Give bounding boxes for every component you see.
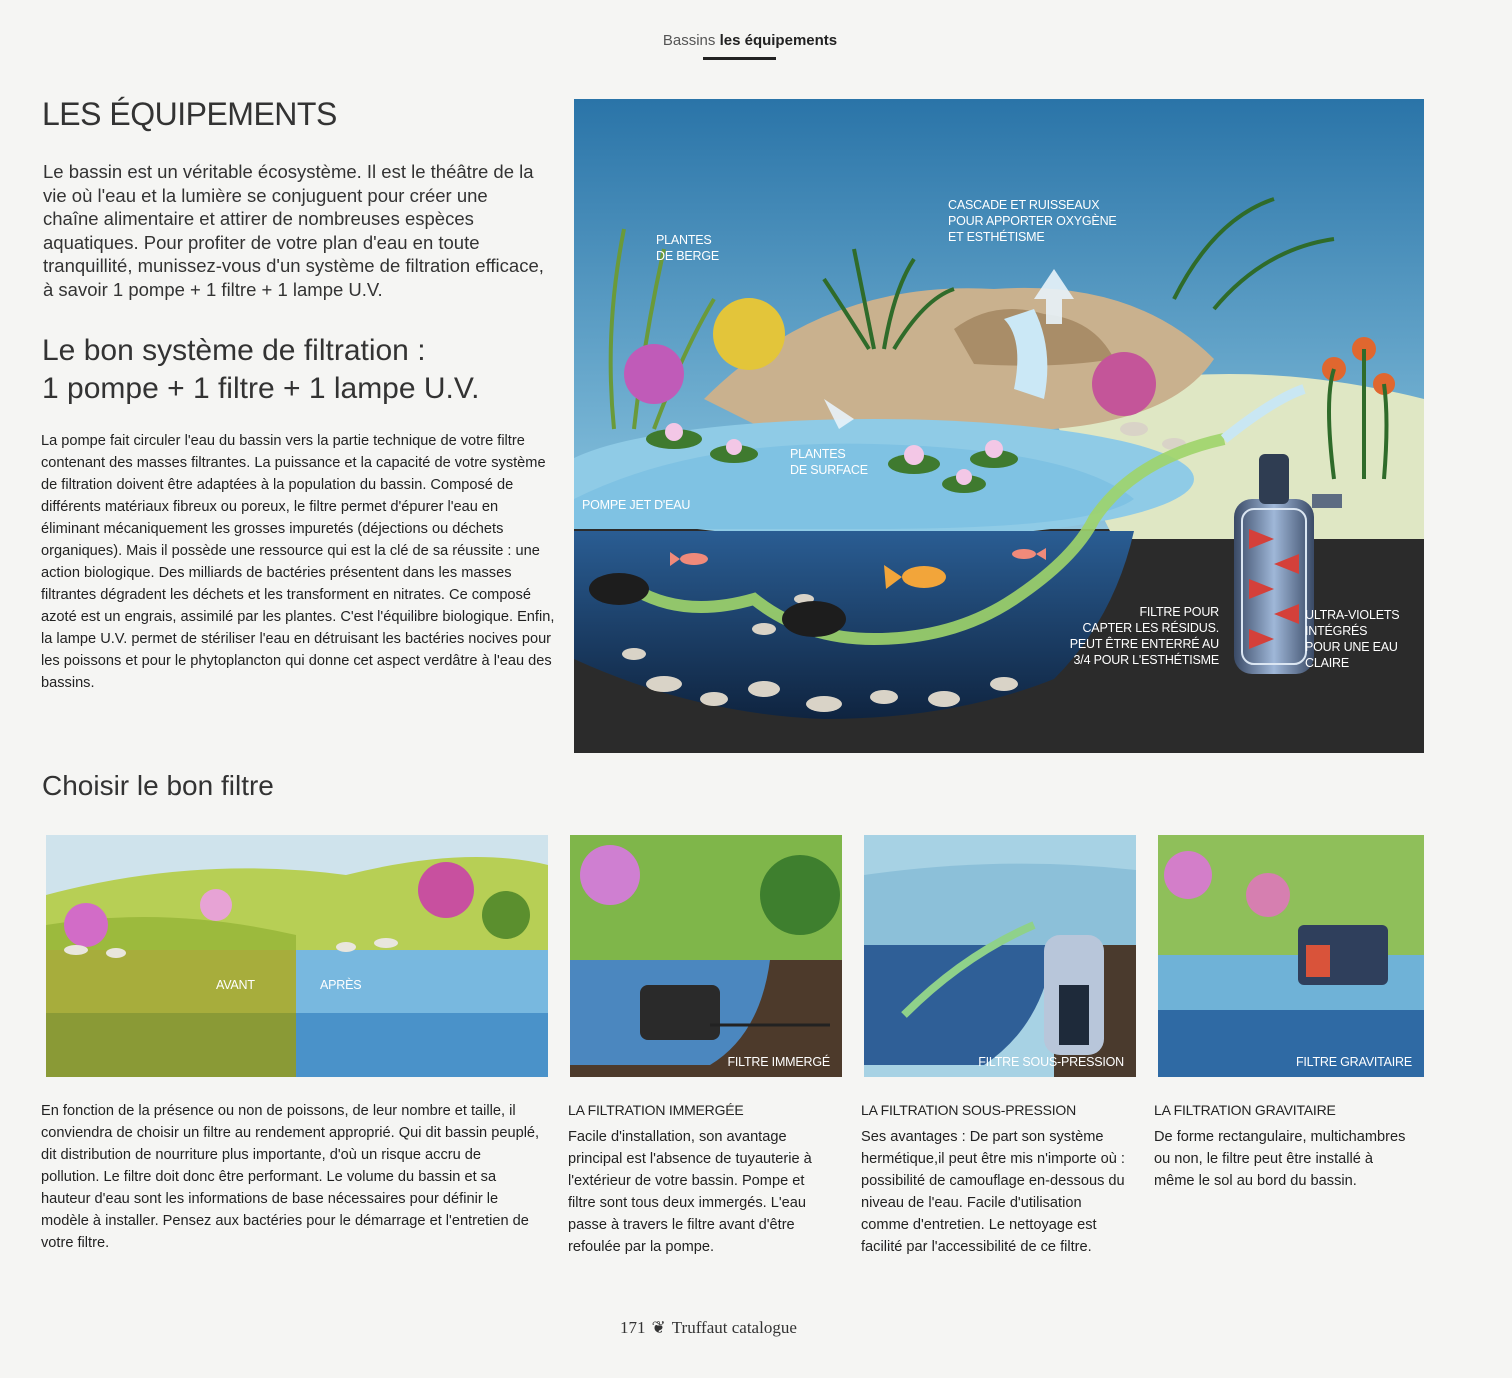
page-number: 171	[620, 1318, 646, 1337]
filtration-heading-line1: Le bon système de filtration :	[42, 334, 426, 367]
page-footer	[620, 1318, 880, 1338]
leaf-logo-icon: ❦	[651, 1318, 666, 1337]
immersed-paragraph: Facile d'installation, son avantage principal est l'absence de tuyauterie à l'extérieur de votre bassin. Pompe et filtre sont tous deux immergés. L'eau passe à travers le filtre avant d'être refoulée par la pompe.	[568, 1129, 812, 1255]
gravity-filter-illustration	[1158, 835, 1424, 1077]
immersed-filter-drawing	[570, 835, 842, 1077]
pressure-title: LA FILTRATION SOUS-PRESSION	[861, 1102, 1077, 1118]
label-cascade-l2: POUR APPORTER OXYGÈNE	[948, 214, 1117, 228]
label-filtre-l2: CAPTER LES RÉSIDUS.	[1082, 621, 1219, 635]
label-pompe: POMPE JET D'EAU	[582, 498, 691, 512]
label-plantes-berge	[656, 232, 719, 264]
breadcrumb	[600, 32, 900, 49]
gravity-title: LA FILTRATION GRAVITAIRE	[1154, 1102, 1336, 1118]
gravity-filter-drawing	[1158, 835, 1424, 1077]
intro-paragraph: Le bassin est un véritable écosystème. Il est le théâtre de la vie où l'eau et la lumière se conjuguent pour créer une chaîne alimentaire et attirer de nombreuses espèces aquatiques. Pour profiter de votre plan d'eau en toute tranquillité, munissez-vous d'un système de filtration efficace, à savoir 1 pompe + 1 filtre + 1 lampe U.V.	[43, 161, 544, 300]
label-plantes-surface-l2: DE SURFACE	[790, 463, 868, 477]
filtration-heading-line2: 1 pompe + 1 filtre + 1 lampe U.V.	[42, 372, 480, 405]
caption-gravity: FILTRE GRAVITAIRE	[1295, 1055, 1412, 1069]
pond-filtration-diagram	[574, 99, 1424, 753]
immersed-filter-illustration	[570, 835, 842, 1077]
gravity-paragraph: De forme rectangulaire, multichambres ou non, le filtre peut être installé à même le sol au bord du bassin.	[1154, 1129, 1406, 1189]
label-uv-l1: ULTRA-VIOLETS	[1305, 608, 1400, 622]
pressure-filter-drawing	[864, 835, 1136, 1077]
immersed-title: LA FILTRATION IMMERGÉE	[568, 1102, 744, 1118]
label-plantes-berge-l1: PLANTES	[656, 233, 712, 247]
label-cascade-l3: ET ESTHÉTISME	[948, 230, 1045, 244]
label-filtre	[1064, 604, 1219, 668]
label-plantes-berge-l2: DE BERGE	[656, 249, 719, 263]
label-uv-l3: POUR UNE EAU	[1305, 640, 1398, 654]
before-after-illustration	[46, 835, 548, 1077]
before-after-drawing	[46, 835, 548, 1077]
label-uv-l2: INTÉGRÉS	[1305, 624, 1368, 638]
label-filtre-l3: PEUT ÊTRE ENTERRÉ AU	[1069, 637, 1219, 651]
label-avant: AVANT	[216, 978, 255, 992]
label-apres: APRÈS	[320, 978, 362, 992]
label-cascade-l1: CASCADE ET RUISSEAUX	[948, 198, 1100, 212]
breadcrumb-current: les équipements	[719, 32, 838, 49]
label-uv	[1305, 607, 1399, 671]
label-filtre-l4: 3/4 POUR L'ESTHÉTISME	[1073, 653, 1219, 667]
caption-pressure: FILTRE SOUS-PRESSION	[978, 1055, 1124, 1069]
pressure-filter-illustration	[864, 835, 1136, 1077]
filtration-heading	[42, 332, 562, 408]
breadcrumb-underline	[703, 57, 776, 60]
filtration-paragraph: La pompe fait circuler l'eau du bassin vers la partie technique de votre filtre contenant des masses filtrantes. La puissance et la capacité de votre système de filtration doivent être adaptées à la population du bassin. Composé de différents matériaux fibreux ou poreux, le filtre permet d'épurer l'eau en éliminant mécaniquement les grosses impuretés (déjections ou déchets organiques). Mais il possède une ressource qui est la clé de sa réussite : une action biologique. Des milliards de bactéries présentent dans les masses filtrantes dégradent les déchets et les transforment en nitrates. Ce composé azoté est un engrais, assimilé par les plantes. C'est l'équilibre biologique. Enfin, la lampe U.V. permet de stériliser l'eau en détruisant les bactéries nocives pour les poissons et pour le phytoplancton qui donne cet aspect verdâtre à l'eau des bassins.	[41, 433, 555, 691]
label-uv-l4: CLAIRE	[1305, 656, 1349, 670]
pressure-paragraph: Ses avantages : De part son système hermétique,il peut être mis n'importe où : possibilité de camouflage en-dessous du niveau de l'eau. Facile d'utilisation comme d'entretien. Le nettoyage est facilité par l'accessibilité de ce filtre.	[861, 1129, 1125, 1255]
choose-heading: Choisir le bon filtre	[42, 770, 274, 801]
label-plantes-surface	[790, 446, 868, 478]
label-cascade	[948, 197, 1117, 245]
caption-immersed: FILTRE IMMERGÉ	[727, 1055, 830, 1069]
label-filtre-l1: FILTRE POUR	[1139, 605, 1219, 619]
label-plantes-surface-l1: PLANTES	[790, 447, 846, 461]
page-title: LES ÉQUIPEMENTS	[42, 96, 337, 132]
choose-paragraph: En fonction de la présence ou non de poissons, de leur nombre et taille, il conviendra de choisir un filtre au rendement approprié. Qui dit bassin peuplé, dit distribution de nourriture plus importante, d'où un risque accru de pollution. Le filtre doit donc être performant. Le volume du bassin et sa hauteur d'eau sont les informations de base nécessaires pour définir le modèle à installer. Pensez aux bactéries pour le démarrage et l'entretien de votre filtre.	[41, 1103, 540, 1251]
breadcrumb-section: Bassins	[662, 32, 716, 49]
footer-brand: Truffaut catalogue	[671, 1318, 797, 1337]
